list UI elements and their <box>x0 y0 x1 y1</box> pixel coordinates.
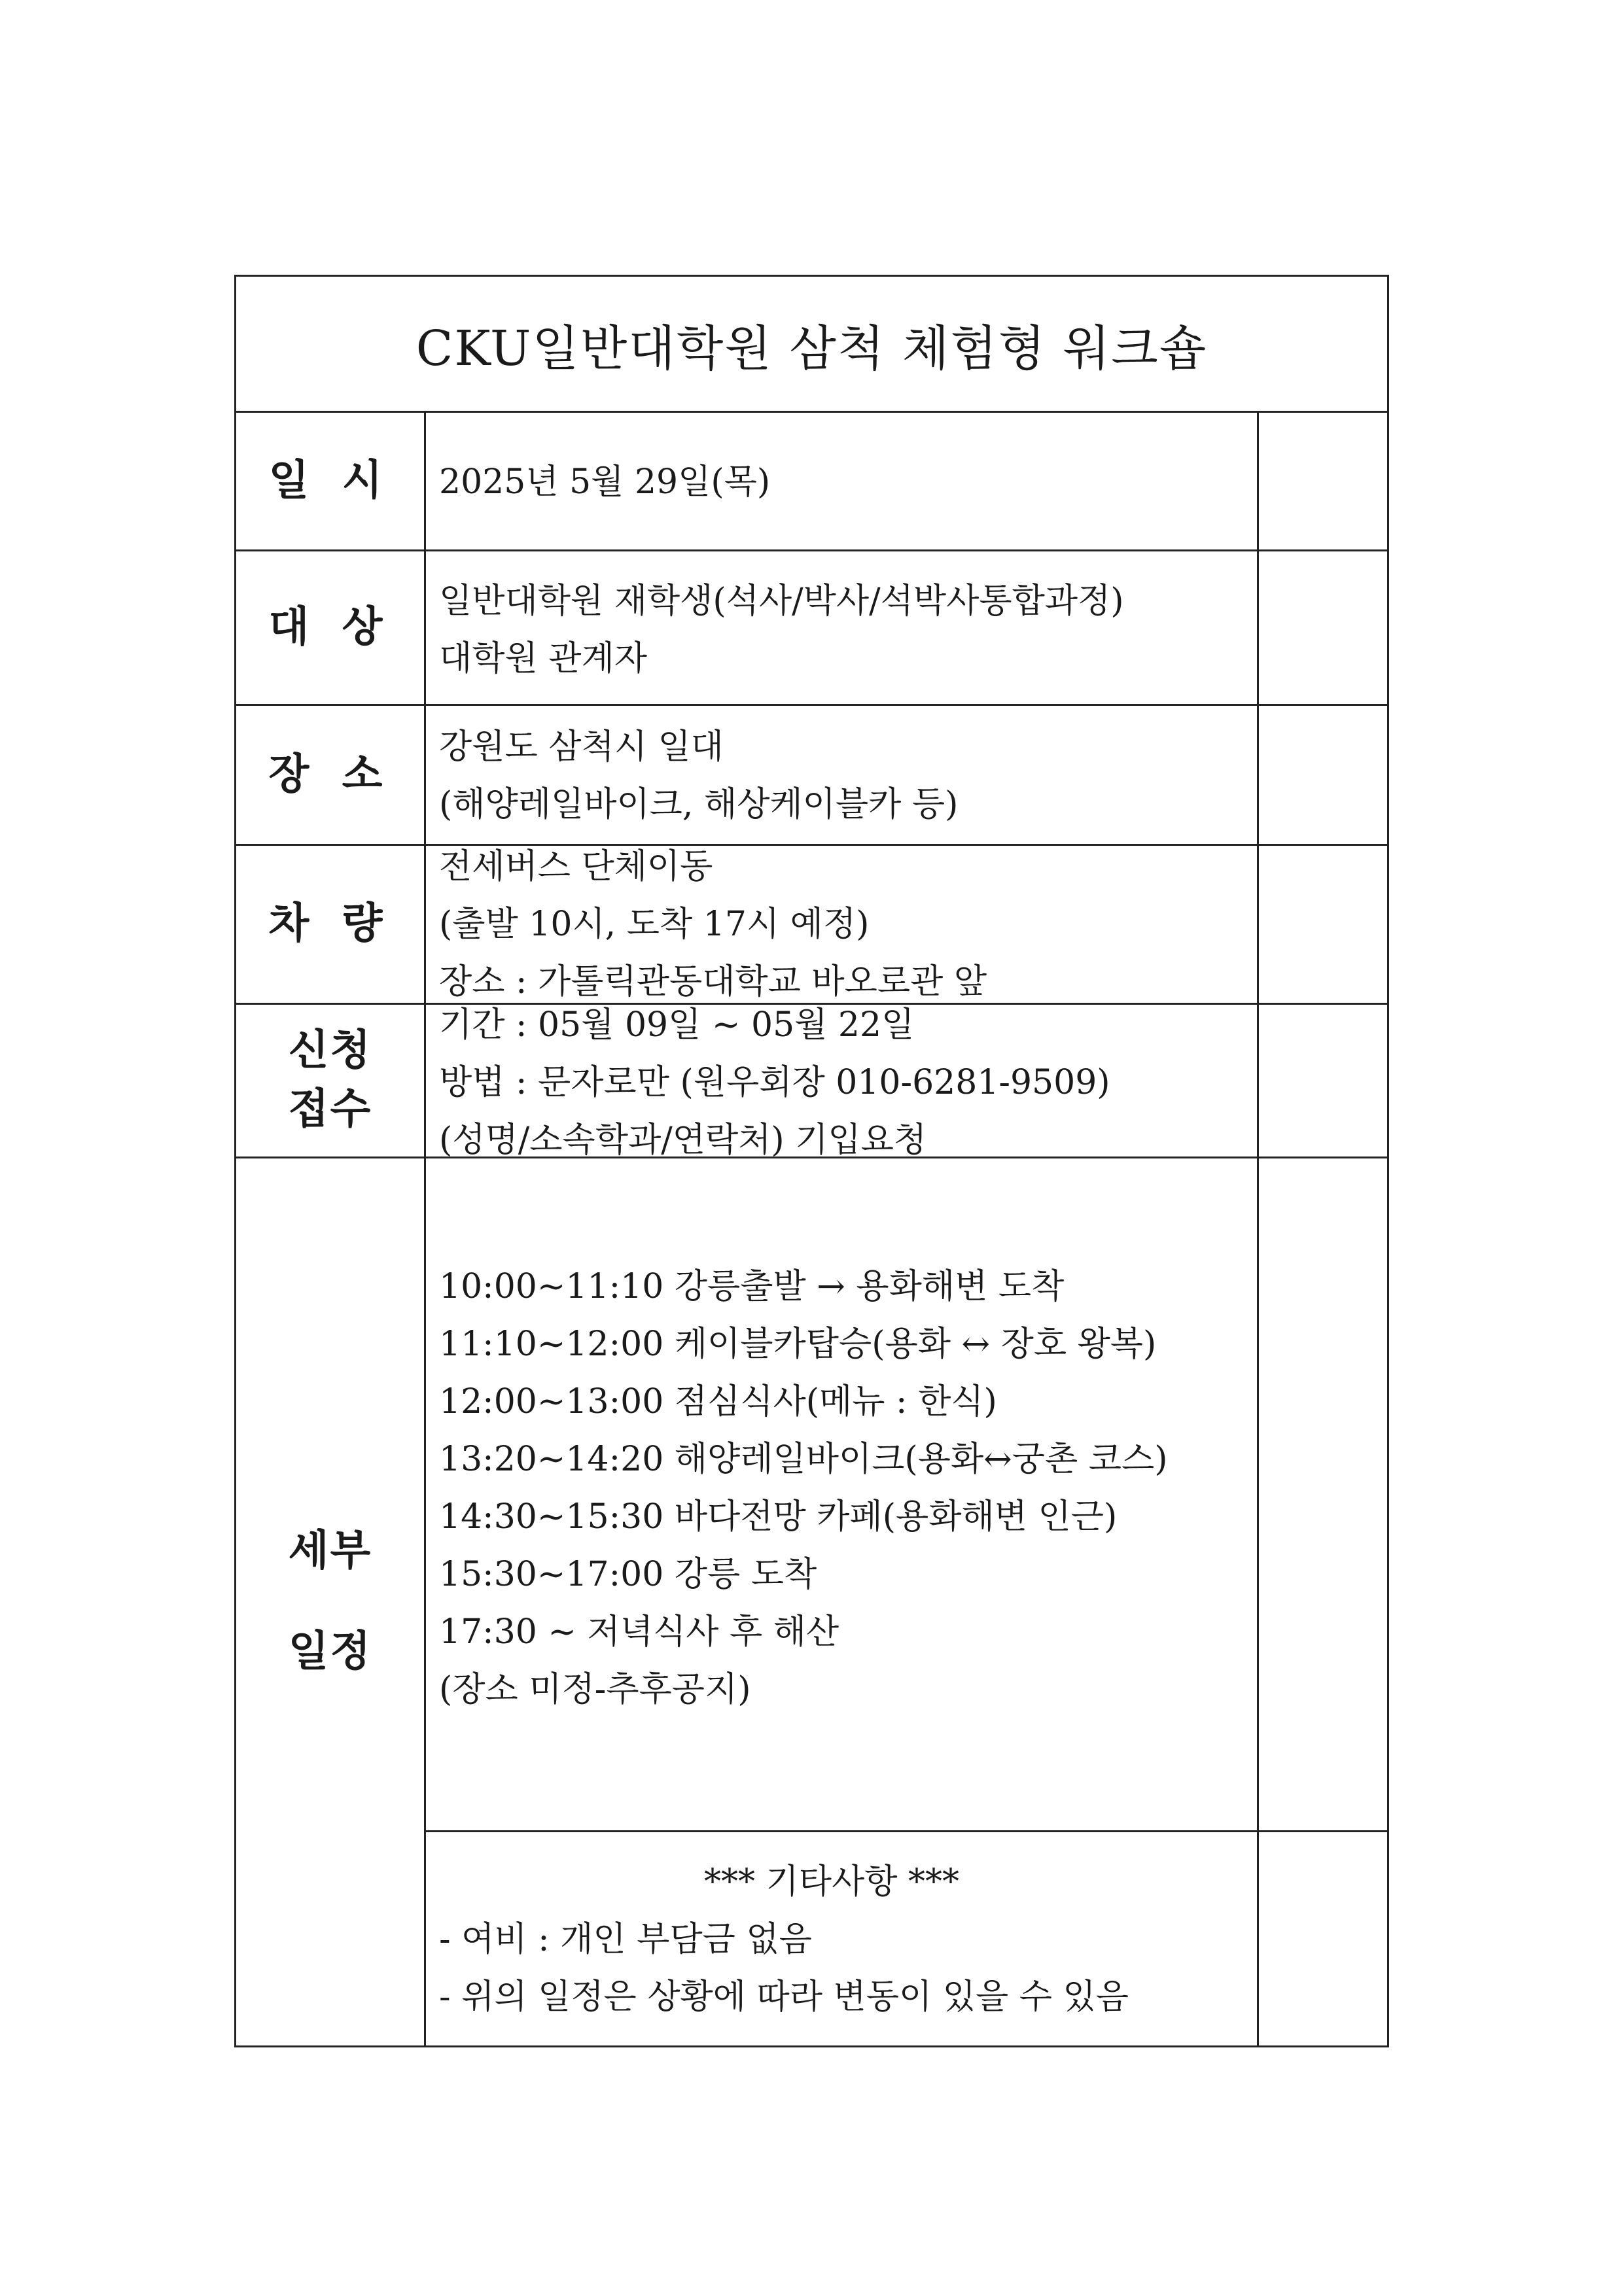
target-value <box>439 572 1277 687</box>
label-apply-line-1: 신청 <box>288 1026 372 1075</box>
apply-value <box>439 996 1277 1169</box>
schedule-item: 12:00~13:00 점심식사(메뉴 : 한식) <box>439 1382 997 1421</box>
place-value <box>439 718 1277 833</box>
schedule-item: 11:10~12:00 케이블카탑승(용화 ↔ 장호 왕복) <box>439 1325 1157 1364</box>
label-date: 일 시 <box>268 456 392 505</box>
place-line-1: 강원도 삼척시 일대 <box>439 727 724 767</box>
notes-line-2: - 위의 일정은 상황에 따라 변동이 있을 수 있음 <box>439 1977 1129 2017</box>
schedule-item: 10:00~11:10 강릉출발 → 용화해변 도착 <box>439 1267 1065 1306</box>
divider <box>424 1830 1387 1832</box>
apply-line-3: (성명/소속학과/연락처) 기입요청 <box>439 1121 927 1160</box>
label-schedule <box>236 1158 424 2045</box>
vehicle-line-1: 전세버스 단체이동 <box>439 847 713 886</box>
schedule-list <box>439 1258 1277 1718</box>
label-apply-line-2: 접수 <box>288 1085 372 1134</box>
target-line-1: 일반대학원 재학생(석사/박사/석박사통합과정) <box>439 582 1124 621</box>
vehicle-value <box>439 838 1277 1011</box>
target-line-2: 대학원 관계자 <box>439 639 647 678</box>
label-place: 장 소 <box>268 750 392 799</box>
label-schedule-line-1: 세부 <box>288 1527 372 1576</box>
vehicle-line-2: (출발 10시, 도착 17시 예정) <box>439 905 870 944</box>
schedule-item: 17:30 ~ 저녁식사 후 해산 <box>439 1612 839 1652</box>
label-vehicle: 차 량 <box>268 899 392 948</box>
notes-line-1: - 여비 : 개인 부담금 없음 <box>439 1920 812 1959</box>
place-line-2: (해양레일바이크, 해상케이블카 등) <box>439 785 959 824</box>
divider <box>424 411 426 2045</box>
schedule-item: 14:30~15:30 바다전망 카페(용화해변 인근) <box>439 1497 1118 1537</box>
workshop-info-table <box>234 275 1389 2047</box>
document-title: CKU일반대학원 삼척 체험형 워크숍 <box>415 321 1208 377</box>
label-apply <box>236 1005 424 1157</box>
schedule-item: 15:30~17:00 강릉 도착 <box>439 1555 817 1594</box>
date-line: 2025년 5월 29일(목) <box>439 462 771 502</box>
schedule-item: 13:20~14:20 해양레일바이크(용화↔궁촌 코스) <box>439 1440 1168 1479</box>
date-value <box>439 453 1277 511</box>
label-target: 대 상 <box>268 602 392 652</box>
notes <box>439 1853 1277 2026</box>
schedule-item: (장소 미정-추후공지) <box>439 1670 751 1709</box>
vehicle-line-3: 장소 : 가톨릭관동대학교 바오로관 앞 <box>439 962 987 1001</box>
apply-line-2: 방법 : 문자로만 (원우회장 010-6281-9509) <box>439 1063 1110 1102</box>
apply-line-1: 기간 : 05월 09일 ~ 05월 22일 <box>439 1005 915 1045</box>
label-schedule-line-2: 일정 <box>288 1627 372 1676</box>
notes-title: *** 기타사항 *** <box>704 1862 959 1902</box>
